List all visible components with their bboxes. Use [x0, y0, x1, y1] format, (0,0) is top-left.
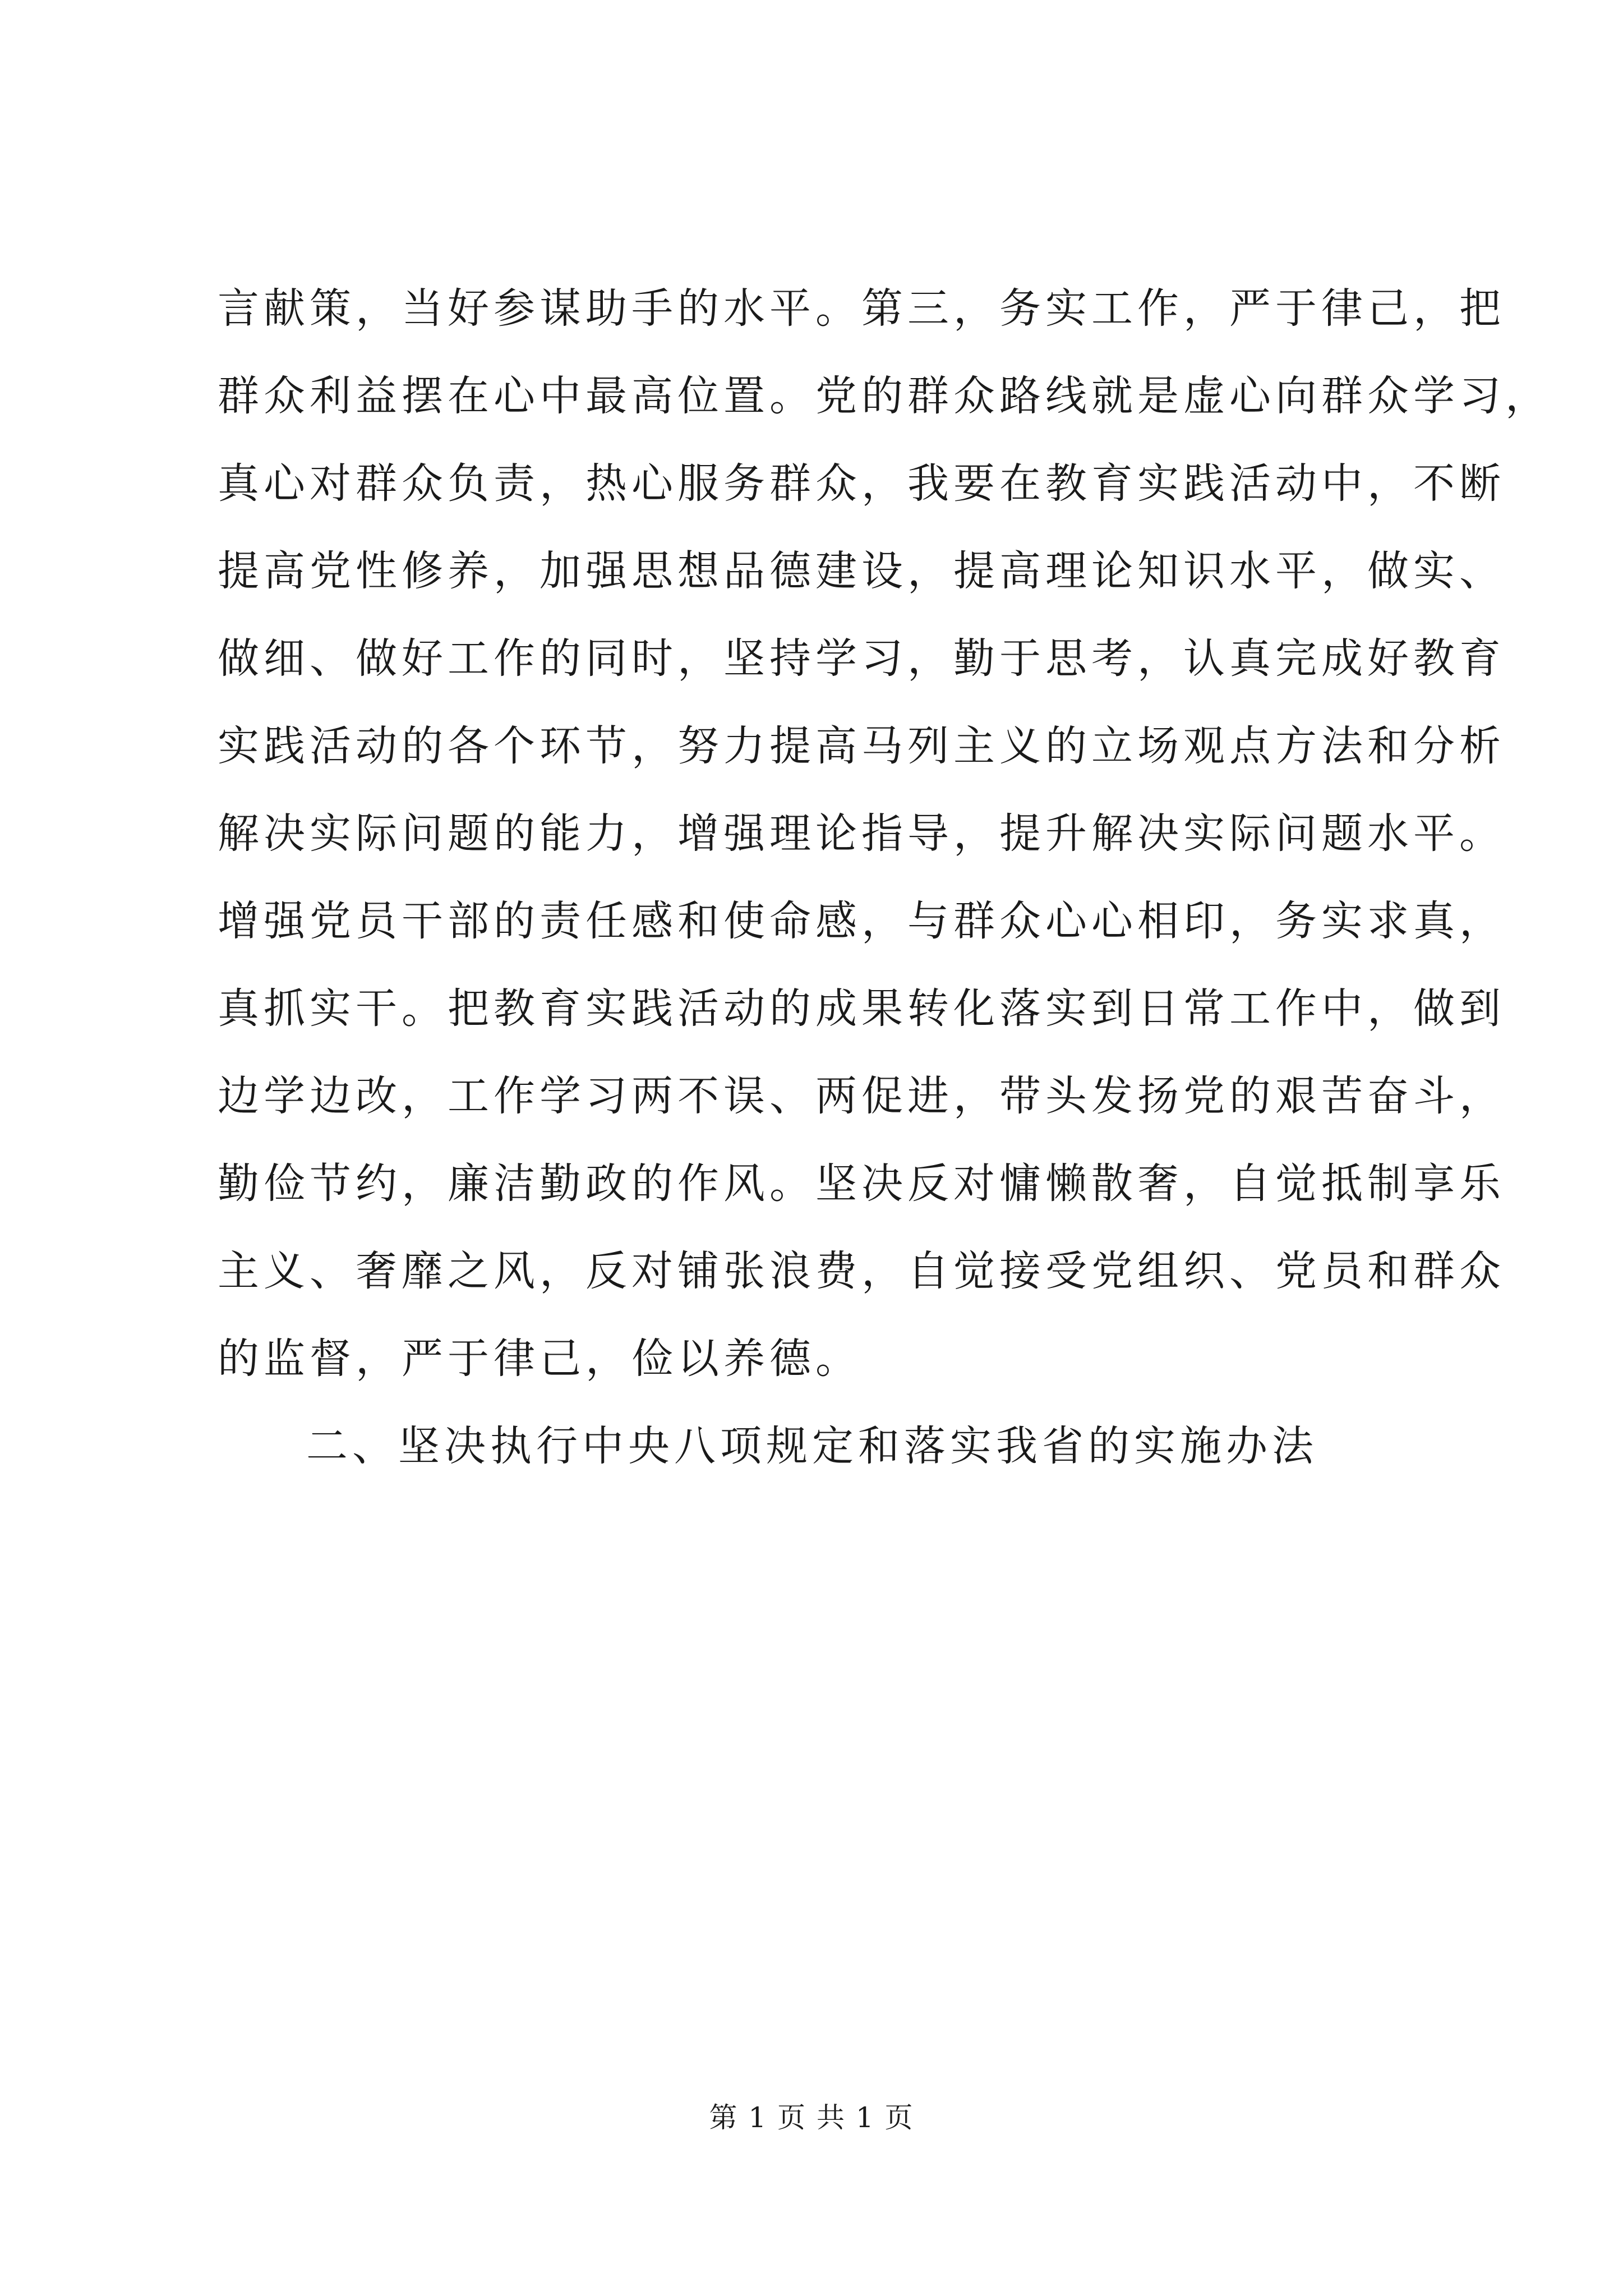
text-line: 真抓实干。把教育实践活动的成果转化落实到日常工作中，做到	[218, 984, 1505, 1033]
section-heading: 二、坚决执行中央八项规定和落实我省的实施办法	[306, 1422, 1318, 1470]
text-line: 言献策，当好参谋助手的水平。第三，务实工作，严于律己，把	[218, 284, 1505, 333]
text-line: 增强党员干部的责任感和使命感，与群众心心相印，务实求真，	[218, 897, 1505, 945]
text-line: 边学边改，工作学习两不误、两促进，带头发扬党的艰苦奋斗，	[218, 1072, 1505, 1120]
text-line: 提高党性修养，加强思想品德建设，提高理论知识水平，做实、	[218, 547, 1505, 595]
body-text	[218, 265, 1551, 1490]
text-line: 群众利益摆在心中最高位置。党的群众路线就是虚心向群众学习，	[218, 372, 1551, 420]
text-line: 实践活动的各个环节，努力提高马列主义的立场观点方法和分析	[218, 722, 1505, 770]
text-line: 勤俭节约，廉洁勤政的作风。坚决反对慵懒散奢，自觉抵制享乐	[218, 1159, 1505, 1208]
text-line: 的监督，严于律己，俭以养德。	[218, 1335, 861, 1383]
text-line: 做细、做好工作的同时，坚持学习，勤于思考，认真完成好教育	[218, 634, 1505, 683]
text-line: 解决实际问题的能力，增强理论指导，提升解决实际问题水平。	[218, 809, 1505, 858]
page-footer: 第 1 页 共 1 页	[709, 2101, 914, 2134]
text-line: 主义、奢靡之风，反对铺张浪费，自觉接受党组织、党员和群众	[218, 1247, 1505, 1295]
text-line: 真心对群众负责，热心服务群众，我要在教育实践活动中，不断	[218, 459, 1505, 508]
